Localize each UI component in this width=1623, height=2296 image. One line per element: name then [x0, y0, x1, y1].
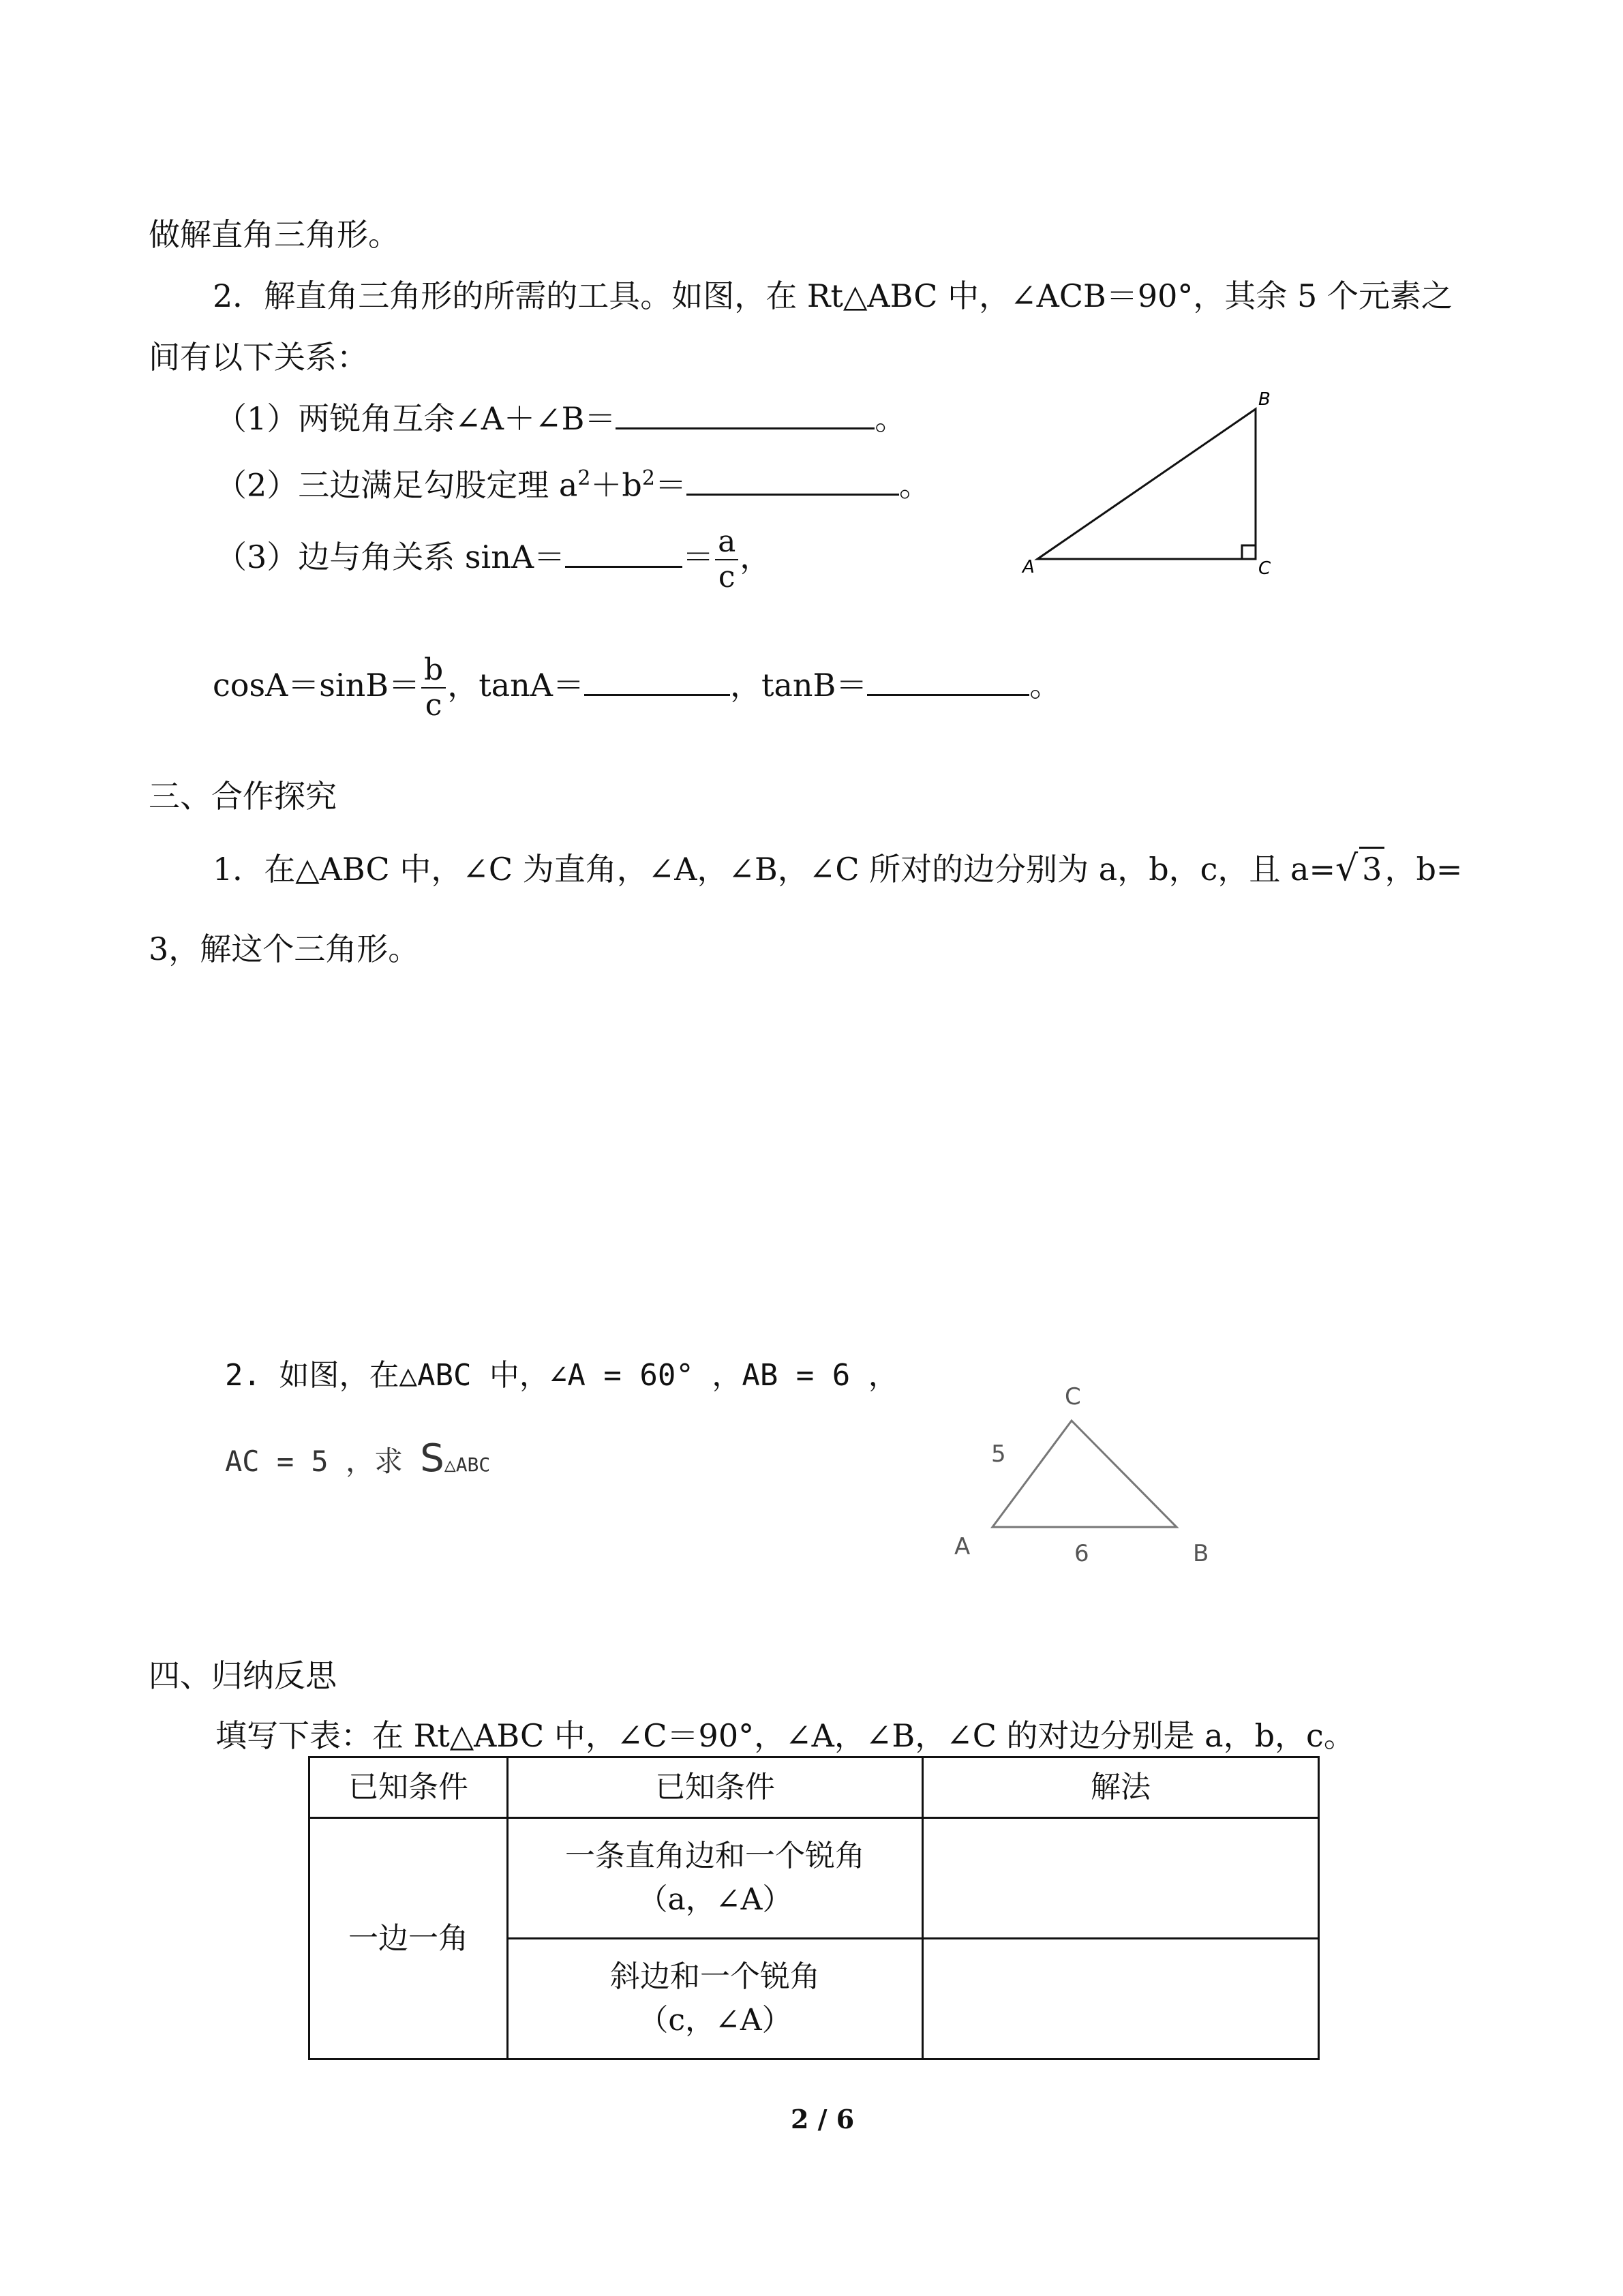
item-2-end: 。	[898, 466, 930, 504]
triangle-abc-2	[992, 1421, 1177, 1527]
fig2-label-C: C	[1065, 1383, 1081, 1410]
fig2-label-B: B	[1193, 1540, 1209, 1567]
condition-cell	[508, 1818, 923, 1939]
fraction-a-over-c	[715, 525, 738, 594]
frac-den: c	[718, 560, 735, 594]
sup-1: 2	[577, 466, 591, 490]
table-header-row	[309, 1757, 1319, 1818]
frac-num-b: b	[421, 653, 446, 689]
area-symbol: S	[420, 1436, 444, 1481]
item-1-end: 。	[875, 400, 907, 437]
condition-line-2: （a，∠A）	[637, 1882, 793, 1917]
item-1-text: （1）两锐角互余∠A＋∠B＝	[215, 400, 616, 437]
item-2-text-c: ＝	[654, 466, 686, 504]
label-B: B	[1258, 389, 1271, 410]
item-1	[215, 398, 906, 439]
summary-table	[308, 1756, 1320, 2060]
q1-text-b: ，b=	[1384, 851, 1463, 888]
fill-instruction: 填写下表：在 Rt△ABC 中，∠C＝90°，∠A，∠B，∠C 的对边分别是 a，b，c。	[215, 1717, 1355, 1754]
right-triangle-figure	[1009, 382, 1302, 586]
section-4-heading: 四、归纳反思	[149, 1657, 337, 1694]
q1-text-d: ，解这个三角形。	[168, 931, 420, 967]
condition-line-1: 斜边和一个锐角	[610, 1959, 820, 1994]
sqrt-3	[1335, 847, 1384, 890]
method-cell[interactable]	[923, 1939, 1319, 2059]
question-1	[213, 847, 1462, 890]
q1-b-value: 3	[149, 931, 169, 967]
radical-icon: √	[1335, 848, 1359, 889]
triangle-figure-2	[941, 1370, 1227, 1575]
fraction-b-over-c	[421, 653, 446, 723]
table-row	[309, 1818, 1319, 1939]
item-2	[215, 458, 930, 505]
tanA-label: ，tanA＝	[447, 667, 584, 704]
table-header-cell: 已知条件	[309, 1757, 508, 1818]
fig2-side-ab: 6	[1074, 1540, 1089, 1567]
sqrt-radicand: 3	[1359, 847, 1384, 890]
condition-line-2: （c，∠A）	[638, 2003, 792, 2038]
item-2-text: （2）三边满足勾股定理 a	[215, 466, 578, 504]
cos-end: 。	[1029, 667, 1061, 704]
cos-text: cosA＝sinB＝	[213, 667, 421, 704]
q1-text: 1．在△ABC 中，∠C 为直角，∠A，∠B，∠C 所对的边分别为 a，b，c，且 a=	[213, 851, 1336, 888]
area-subscript: △ABC	[444, 1453, 491, 1476]
page-number: 2 / 6	[791, 2104, 855, 2134]
frac-num: a	[715, 525, 738, 560]
text-line-3: 间有以下关系：	[149, 339, 368, 376]
blank-3[interactable]	[565, 539, 682, 568]
text-line-2: 2．解直角三角形的所需的工具。如图，在 Rt△ABC 中，∠ACB＝90°，其余 5 个元素之	[213, 277, 1453, 314]
fig2-side-ac: 5	[991, 1440, 1006, 1468]
label-C: C	[1258, 558, 1271, 579]
label-A: A	[1022, 557, 1035, 577]
item-3	[215, 525, 771, 594]
question-1-cont	[149, 928, 419, 969]
blank-tanB[interactable]	[867, 667, 1029, 696]
right-angle-mark	[1242, 545, 1256, 559]
section-3-heading: 三、合作探究	[149, 778, 337, 815]
triangle-abc	[1037, 409, 1256, 559]
text-line-1: 做解直角三角形。	[149, 216, 399, 253]
blank-tanA[interactable]	[584, 667, 730, 696]
sup-2: 2	[641, 466, 655, 490]
question-2-line-1: 2. 如图，在△ABC 中，∠A = 60° ，AB = 6 ，	[225, 1358, 898, 1393]
cos-line	[213, 653, 1061, 723]
blank-2[interactable]	[686, 466, 899, 496]
item-3-text: （3）边与角关系 sinA＝	[215, 539, 566, 575]
condition-line-1: 一条直角边和一个锐角	[565, 1839, 865, 1873]
item-3-eq: ＝	[682, 539, 714, 575]
method-cell[interactable]	[923, 1818, 1319, 1939]
item-3-end: ，	[740, 539, 772, 575]
q2-text-b: AC = 5 ，求	[225, 1445, 421, 1478]
fig2-label-A: A	[954, 1533, 971, 1560]
table-header-cell: 已知条件	[508, 1757, 923, 1818]
tanB-label: ，tanB＝	[729, 667, 868, 704]
question-2-line-2	[225, 1438, 490, 1485]
blank-1[interactable]	[616, 400, 875, 429]
group-cell: 一边一角	[309, 1818, 508, 2059]
table-header-cell: 解法	[923, 1757, 1319, 1818]
item-2-text-b: ＋b	[590, 466, 642, 504]
condition-cell	[508, 1939, 923, 2059]
frac-den-c: c	[425, 688, 442, 723]
